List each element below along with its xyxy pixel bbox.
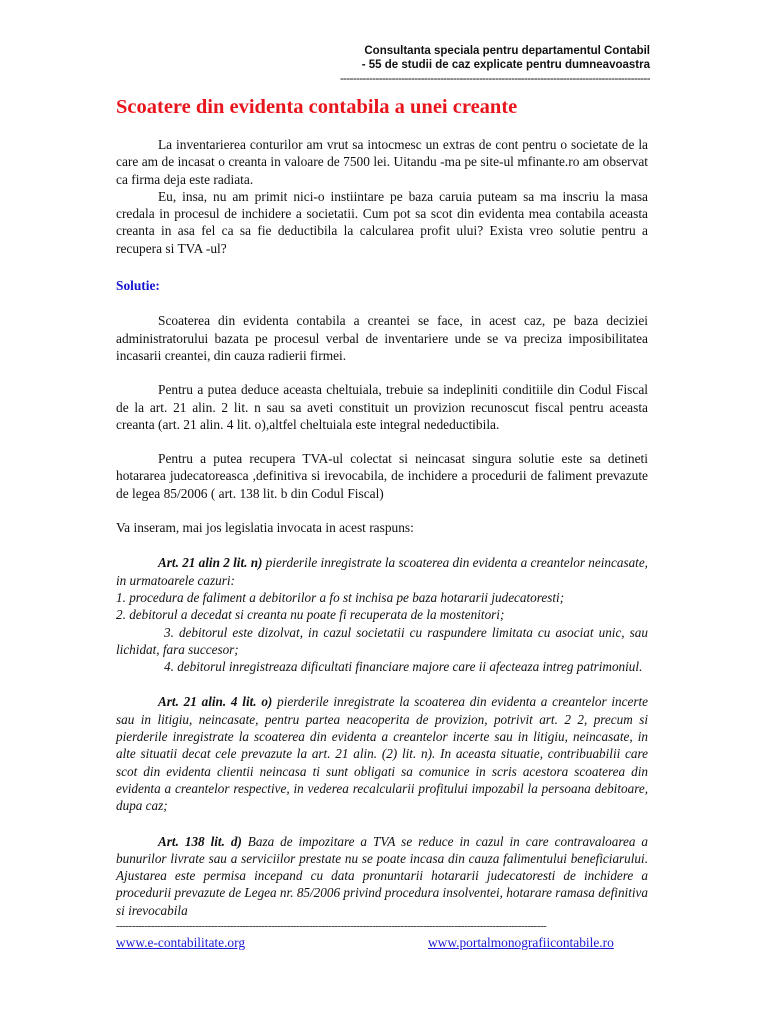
document-body — [116, 136, 648, 919]
question-paragraph-2: Eu, insa, nu am primit nici-o instiintare pe baza caruia puteam sa ma inscriu la masa credala in procesul de inchidere a societatii. Cum pot sa scot din evidenta mea contabila aceasta creanta in asa fel ca sa fie deductibila la calcularea profit ului? Exista vreo solutie pentru a recupera si TVA -ul? — [116, 188, 648, 256]
header-line-2: - 55 de studii de caz explicate pentru dumneavoastra — [361, 59, 650, 71]
solution-paragraph-3: Pentru a putea recupera TVA-ul colectat si neincasat singura solutie este sa detineti hotararea judecatoreasca ,definitiva si irevocabila, de inchidere a procedurii de faliment prevazute de legea 85/2006 ( art. 138 lit. b din Codul Fiscal) — [116, 451, 648, 501]
document-title: Scoatere din evidenta contabila a unei creante — [116, 96, 518, 118]
article-138-d-lead: Art. 138 lit. d) — [158, 833, 242, 849]
page-header — [330, 44, 650, 86]
footer-link-e-contabilitate[interactable]: www.e-contabilitate.org — [116, 935, 246, 950]
article-138-d — [116, 833, 648, 919]
article-21-4-o — [116, 693, 648, 814]
solution-paragraph-1: Scoaterea din evidenta contabila a creantei se face, in acest caz, pe baza deciziei administratorului bazata pe procesul verbal de inventariere unde se va preciza imposibilitatea incasarii creantei, din cauza radierii firmei. — [116, 313, 648, 363]
article-item-text: 1. procedura de faliment a debitorilor a fo st inchisa pe baza hotararii judecatoresti; — [116, 589, 565, 605]
article-item-text: 4. debitorul inregistreaza dificultati financiare majore care ii afecteaza intreg patrimoniul. — [164, 659, 643, 675]
article-21-2-n — [116, 554, 648, 589]
header-divider: ------------------------------------------------------------------------------------------------ — [339, 73, 650, 85]
article-21-4-o-lead: Art. 21 alin. 4 lit. o) — [158, 694, 273, 710]
question-paragraph-1: La inventarierea conturilor am vrut sa intocmesc un extras de cont pentru o societate de la care am de incasat o creanta in valoare de 7500 lei. Uitandu -ma pe site-ul mfinante.ro am observat ca firma deja este radiata. — [116, 137, 648, 187]
footer-link-portal-monografii[interactable]: www.portalmonografiicontabile.ro — [428, 935, 614, 950]
article-138-d-text: Baza de impozitare a TVA se reduce in cazul in care contravaloarea a bunurilor livrate sau a serviciilor prestate nu se poate incasa din cauza falimentului beneficiarului. Ajustarea este permisa incepand cu data pronuntarii hotararii judecatoresti de inchidere a procedurii prevazute de Legea nr. 85/2006 privind procedura insolventei, hotarare ramasa definitiva si irevocabila — [116, 833, 648, 918]
solution-paragraph-4: Va inseram, mai jos legislatia invocata in acest raspuns: — [116, 520, 414, 536]
article-item-text: 3. debitorul este dizolvat, in cazul societatii cu raspundere limitata cu asociat unic, sau lichidat, fara succesor; — [116, 624, 648, 657]
article-item-text: 2. debitorul a decedat si creanta nu poate fi recuperata de la mostenitori; — [116, 607, 505, 623]
solution-heading: Solutie: — [116, 278, 160, 294]
article-21-2-n-lead: Art. 21 alin 2 lit. n) — [158, 555, 263, 571]
article-item — [116, 589, 648, 606]
article-item — [116, 658, 648, 675]
article-item — [116, 606, 648, 623]
article-item — [116, 624, 648, 659]
footer-divider: ---------------------------------------------------------------------------------------------------------------------------------------- — [116, 920, 547, 932]
article-21-2-n-text: pierderile inregistrate la scoaterea din evidenta a creantelor neincasate, in urmatoarele cazuri: — [116, 555, 648, 588]
header-line-1: Consultanta speciala pentru departamentul Contabil — [364, 45, 650, 57]
article-21-4-o-text: pierderile inregistrate la scoaterea din evidenta a creantelor incerte sau in litigiu, neincasate, pentru partea neacoperita de provizion, potrivit art. 2 2, precum si pierderile inregistrate la scoaterea din evidenta a creantelor incerte sau in litigiu, neincasate, in alte situatii decat cele prevazute la art. 21 alin. (2) lit. n). In aceasta situatie, contribuabilii care scot din evidenta clientii neincasa ti sunt obligati sa comunice in scris acestora scoaterea din evidenta a creantelor respective, in vederea recalcularii profitului impozabil la persoana debitoare, dupa caz; — [116, 694, 648, 814]
solution-paragraph-2: Pentru a putea deduce aceasta cheltuiala, trebuie sa indepliniti conditiile din Codul Fiscal de la art. 21 alin. 2 lit. n sau sa aveti constituit un provizion recunoscut fiscal pentru aceasta creanta (art. 21 alin. 4 lit. o),altfel cheltuiala este integral nedeductibila. — [116, 382, 648, 432]
